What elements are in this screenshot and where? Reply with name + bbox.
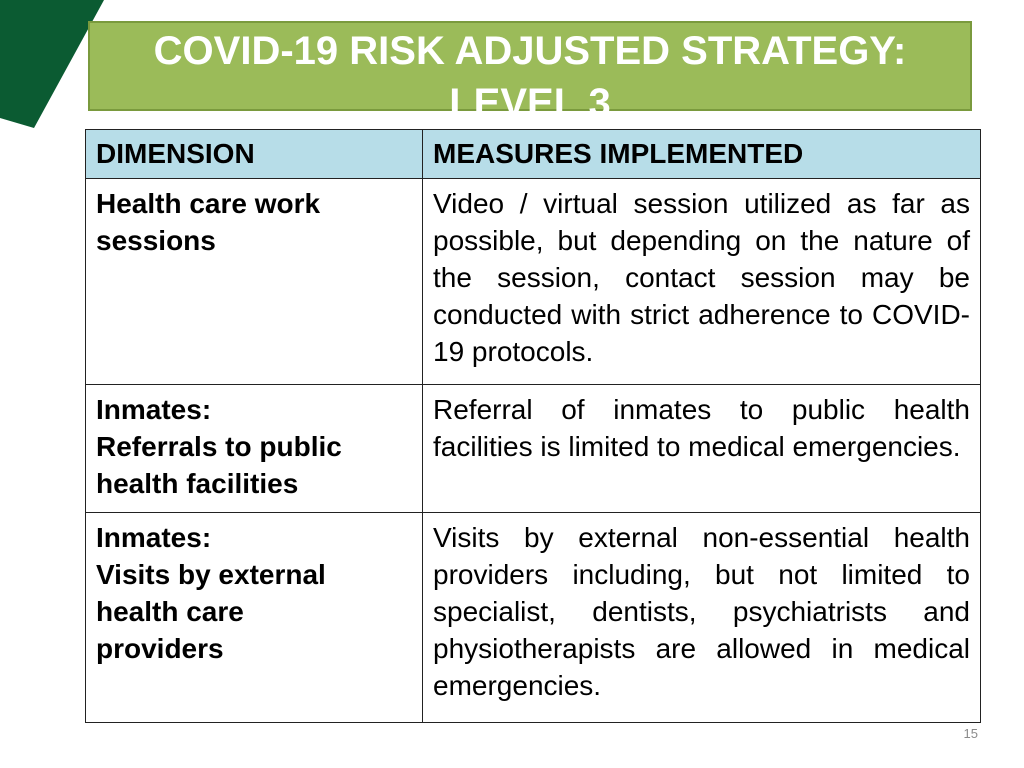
column-header-dimension: DIMENSION: [86, 130, 423, 179]
dimension-cell: Inmates: Referrals to public health facilities: [86, 385, 423, 513]
title-banner: [88, 21, 972, 125]
dimension-cell: Inmates: Visits by external health care providers: [86, 513, 423, 723]
measures-cell: Video / virtual session utilized as far as possible, but depending on the nature of the session, contact session may be conducted with strict adherence to COVID-19 protocols.: [423, 179, 981, 385]
measures-cell: Visits by external non-essential health providers including, but not limited to specialist, dentists, psychiatrists and physiotherapists are allowed in medical emergencies.: [423, 513, 981, 723]
table-row: [86, 385, 981, 513]
page-number: 15: [963, 726, 978, 741]
table-row: [86, 513, 981, 723]
measures-cell: Referral of inmates to public health facilities is limited to medical emergencies.: [423, 385, 981, 513]
column-header-measures: MEASURES IMPLEMENTED: [423, 130, 981, 179]
table-header-row: [86, 130, 981, 179]
measures-table: [85, 129, 981, 723]
dimension-cell: Health care work sessions: [86, 179, 423, 385]
table-row: [86, 179, 981, 385]
slide-title: COVID-19 RISK ADJUSTED STRATEGY: LEVEL 3: [153, 29, 907, 125]
